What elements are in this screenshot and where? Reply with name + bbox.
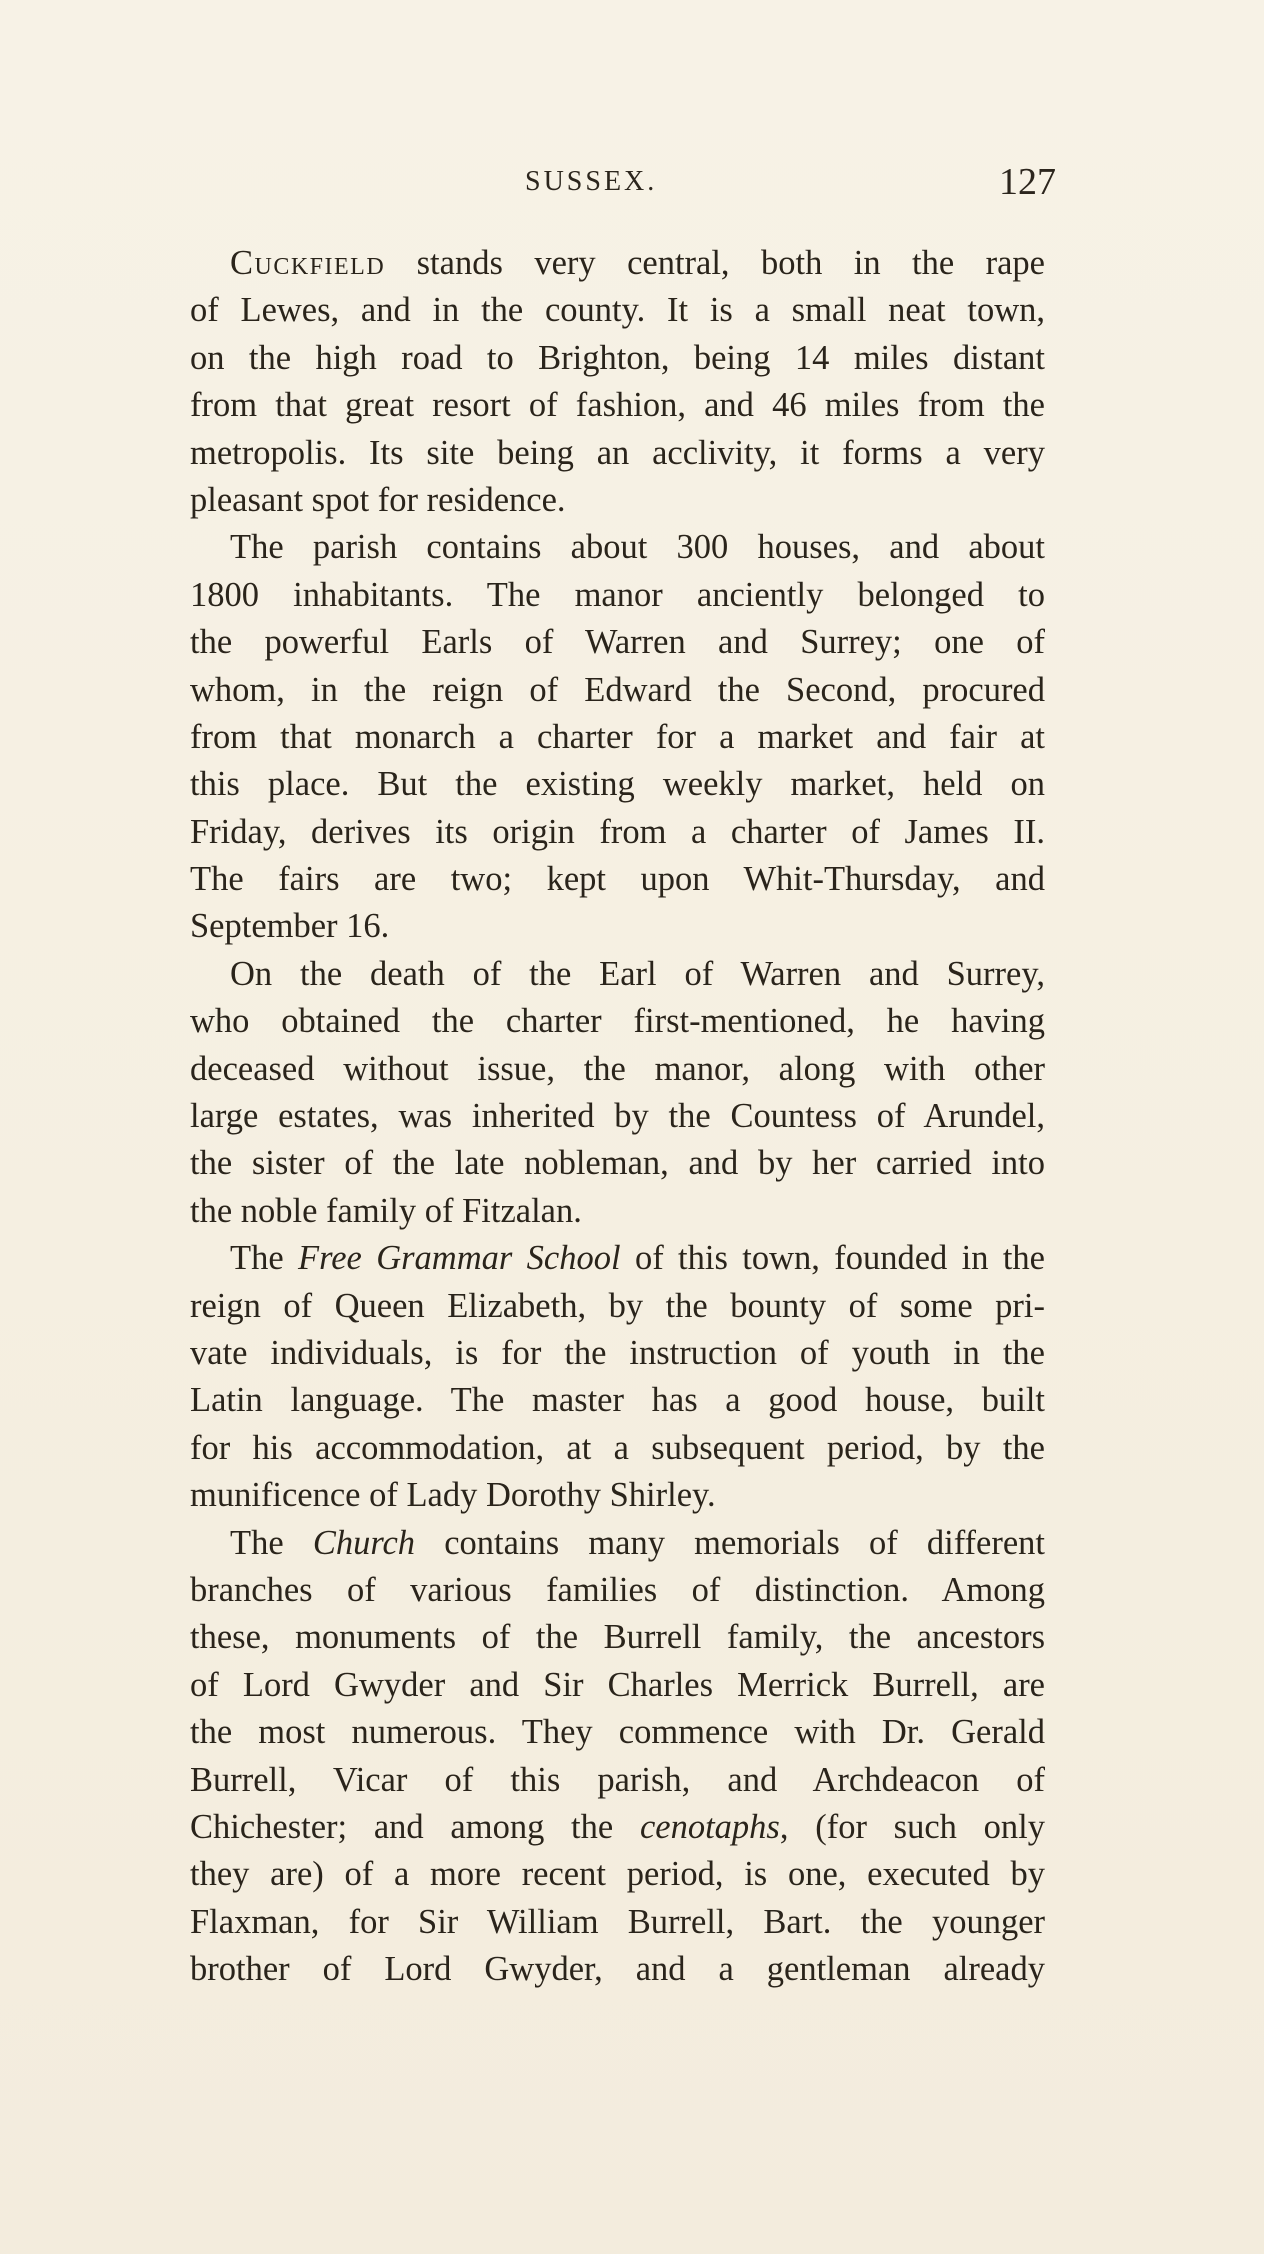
text-run: contains many memorials of different [415,1523,1045,1562]
text-line: on the high road to Brighton, being 14 miles distant [190,338,1045,377]
text-run: , (for such only [779,1807,1045,1846]
italic-term: cenotaphs [639,1807,780,1846]
text-line: large estates, was inherited by the Countess of Arundel, [190,1097,1045,1136]
text-line [150,1804,1045,1851]
text-line: 1800 inhabitants. The manor anciently belonged to [190,575,1045,614]
text-line: the sister of the late nobleman, and by her carried into [190,1144,1045,1183]
text-line: Latin language. The master has a good house, built [190,1381,1045,1420]
running-head [150,160,1056,210]
text-line: the noble family of Fitzalan. [190,1191,582,1230]
text-run: The [230,1239,298,1278]
paragraph [150,1235,1045,1519]
running-title: SUSSEX. [525,166,658,197]
paragraph [150,951,1045,1235]
text-line: metropolis. Its site being an acclivity, it forms a very [190,433,1045,472]
text-line: this place. But the existing weekly market, held on [190,765,1045,804]
text-line: these, monuments of the Burrell family, the ancestors [190,1618,1045,1657]
text-line: Flaxman, for Sir William Burrell, Bart. the younger [190,1902,1045,1941]
text-line: The fairs are two; kept upon Whit-Thursday, and [190,860,1045,899]
text-line: they are) of a more recent period, is one, executed by [190,1855,1045,1894]
text-line: from that great resort of fashion, and 46 miles from the [190,386,1045,425]
text-line: reign of Queen Elizabeth, by the bounty of some pri- [190,1286,1045,1325]
text-line: Friday, derives its origin from a charter of James II. [190,812,1045,851]
text-run: of this town, founded in the [620,1239,1045,1278]
text-line: The parish contains about 300 houses, and about [230,528,1045,567]
text-line: vate individuals, is for the instruction of youth in the [190,1333,1045,1372]
text-line: whom, in the reign of Edward the Second, procured [190,670,1045,709]
text-line: of Lord Gwyder and Sir Charles Merrick Burrell, are [190,1665,1045,1704]
page-number: 127 [999,161,1056,203]
text-line: Burrell, Vicar of this parish, and Archdeacon of [190,1760,1045,1799]
italic-term: Free Grammar School [298,1239,621,1278]
lead-word: Cuckfield [230,244,386,282]
paragraph [150,240,1045,524]
text-line: branches of various families of distinction. Among [190,1570,1045,1609]
text-line: for his accommodation, at a subsequent period, by the [190,1428,1045,1467]
text-line: pleasant spot for residence. [190,480,566,519]
text-line: of Lewes, and in the county. It is a small neat town, [190,291,1045,330]
text-line: September 16. [190,907,390,946]
text-line: the powerful Earls of Warren and Surrey; one of [190,623,1045,662]
text-line: the most numerous. They commence with Dr. Gerald [190,1713,1045,1752]
text-line: brother of Lord Gwyder, and a gentleman already [190,1950,1045,1989]
text-line: deceased without issue, the manor, along with other [190,1049,1045,1088]
text-line [150,240,1045,287]
paragraph [150,524,1045,951]
text-line [150,1235,1045,1282]
text-line [150,1520,1045,1567]
paragraph [150,1520,1045,1994]
text-line: On the death of the Earl of Warren and Surrey, [230,954,1045,993]
text-run: stands very central, both in the rape [385,244,1045,282]
italic-term: Church [312,1523,416,1562]
body-text [150,240,1045,1993]
text-line: who obtained the charter first-mentioned, he having [190,1002,1045,1041]
text-run: The [230,1523,313,1562]
text-line: munificence of Lady Dorothy Shirley. [190,1476,716,1515]
text-line: from that monarch a charter for a market and fair at [190,717,1045,756]
text-run: Chichester; and among the [190,1807,640,1846]
